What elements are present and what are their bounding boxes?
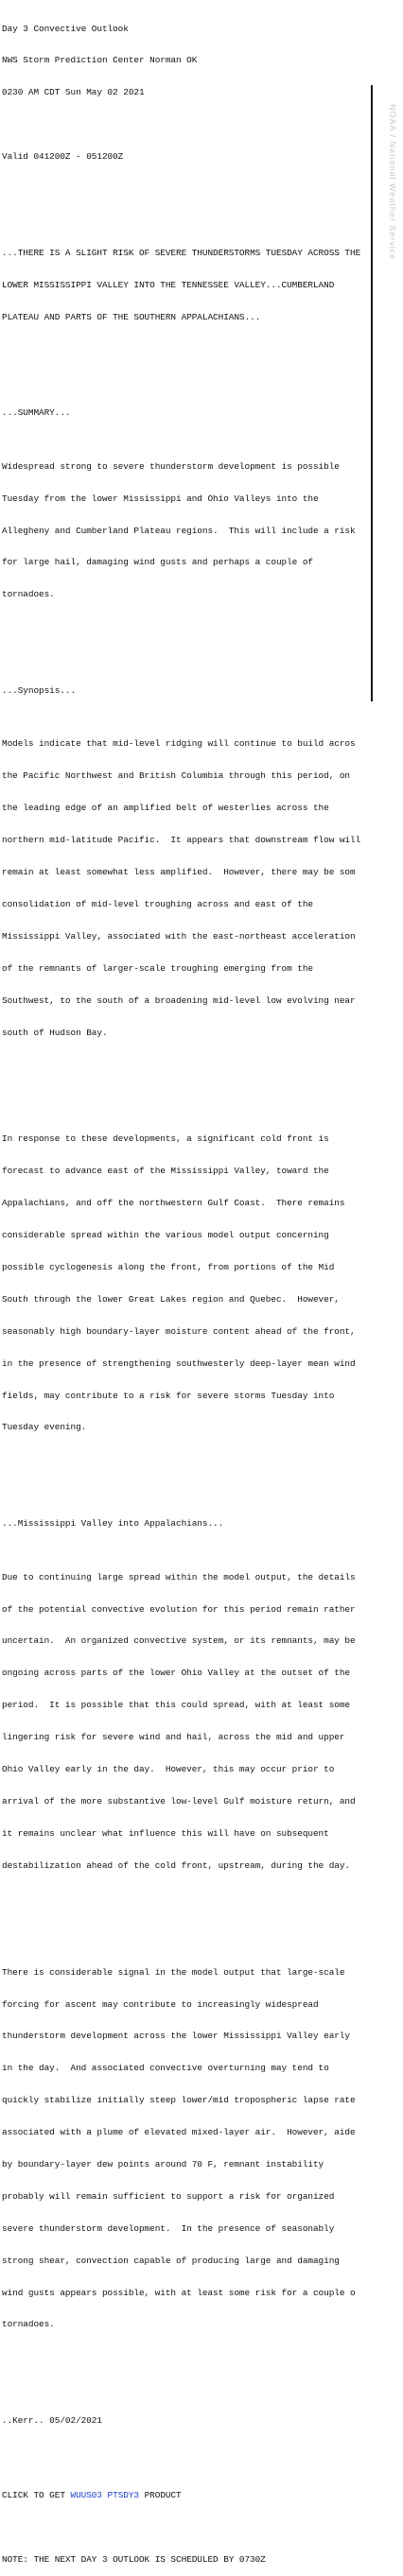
region-line: uncertain. An organized convective system, or its remnants, may be [2, 1635, 356, 1647]
spacer [2, 183, 403, 194]
region-line: ongoing across parts of the lower Ohio Valley at the outset of the [2, 1668, 351, 1679]
synopsis-line: consolidation of mid-level troughing across and east of the [2, 898, 313, 909]
synopsis-line: of the remnants of larger-scale troughing emerging from the [2, 962, 313, 974]
region-line: wind gusts appears possible, with at least some risk for a couple o [2, 2287, 356, 2298]
region-line: period. It is possible that this could spread, with at least some [2, 1700, 351, 1711]
synopsis-line: Models indicate that mid-level ridging will continue to build acros [2, 738, 356, 750]
spacer [2, 119, 403, 130]
region-line: Ohio Valley early in the day. However, this may occur prior to [2, 1763, 335, 1774]
ptsdy3-link[interactable]: PTSDY3 [107, 2490, 140, 2501]
next-outlook-note: NOTE: THE NEXT DAY 3 OUTLOOK IS SCHEDULED BY 0730Z [2, 2553, 266, 2565]
summary-line: Tuesday from the lower Mississippi and Ohio Valleys into the [2, 493, 319, 504]
forecaster-signature: ..Kerr.. 05/02/2021 [2, 2415, 102, 2427]
synopsis-line: considerable spread within the various model output concerning [2, 1230, 329, 1241]
spacer [2, 1913, 403, 1924]
synopsis-line: seasonably high boundary-layer moisture content ahead of the front, [2, 1325, 356, 1337]
region-line: Due to continuing large spread within the model output, the details [2, 1571, 356, 1582]
spacer [2, 1476, 403, 1486]
region-heading: ...Mississippi Valley into Appalachians... [2, 1518, 224, 1530]
headline-line: ...THERE IS A SLIGHT RISK OF SEVERE THUNDERSTORMS TUESDAY ACROSS THE [2, 247, 361, 258]
synopsis-line: In response to these developments, a significant cold front is [2, 1133, 329, 1145]
issuing-office: NWS Storm Prediction Center Norman OK [2, 55, 198, 66]
outlook-title: Day 3 Convective Outlook [2, 23, 129, 34]
region-line: destabilization ahead of the cold front, upstream, during the day. [2, 1859, 351, 1871]
region-line: There is considerable signal in the model output that large-scale [2, 1966, 345, 1978]
click-suffix: PRODUCT [139, 2490, 182, 2501]
product-links-line [2, 2490, 403, 2500]
spacer [2, 2522, 403, 2533]
click-prefix: CLICK TO GET [2, 2490, 71, 2501]
region-line: associated with a plume of elevated mixed-layer air. However, aide [2, 2127, 356, 2138]
summary-heading: ...SUMMARY... [2, 407, 71, 419]
synopsis-line: the Pacific Northwest and British Columbia through this period, on [2, 770, 351, 782]
synopsis-heading: ...Synopsis... [2, 685, 77, 696]
synopsis-paragraph-2 [2, 1113, 403, 1455]
summary-line: for large hail, damaging wind gusts and perhaps a couple of [2, 557, 313, 568]
synopsis-line: possible cyclogenesis along the front, from portions of the Mid [2, 1262, 335, 1273]
summary-line: tornadoes. [2, 589, 55, 600]
headline-block [2, 226, 403, 343]
watermark-text: NOAA / National Weather Service [388, 104, 397, 261]
spacer [2, 2447, 403, 2458]
summary-line: Allegheny and Cumberland Plateau regions. This will include a risk [2, 525, 356, 536]
synopsis-line: Tuesday evening. [2, 1422, 87, 1433]
region-line: forcing for ascent may contribute to increasingly widespread [2, 1998, 319, 2010]
wuus03-link[interactable]: WUUS03 [70, 2490, 102, 2501]
region-line: by boundary-layer dew points around 70 F, remnant instability [2, 2158, 324, 2170]
synopsis-line: fields, may contribute to a risk for severe storms Tuesday into [2, 1390, 335, 1401]
headline-line: LOWER MISSISSIPPI VALLEY INTO THE TENNESSEE VALLEY...CUMBERLAND [2, 279, 335, 290]
synopsis-line: the leading edge of an amplified belt of westerlies across the [2, 803, 329, 814]
synopsis-line: south of Hudson Bay. [2, 1027, 108, 1038]
synopsis-paragraph-1 [2, 717, 403, 1060]
spacer [2, 2373, 403, 2383]
synopsis-line: forecast to advance east of the Mississippi Valley, toward the [2, 1166, 329, 1177]
summary-text [2, 440, 403, 621]
region-line: of the potential convective evolution for this period remain rather [2, 1603, 356, 1615]
synopsis-line: in the presence of strengthening southwesterly deep-layer mean wind [2, 1357, 356, 1369]
summary-line: Widespread strong to severe thunderstorm development is possible [2, 460, 340, 472]
spacer [2, 1081, 403, 1091]
region-line: quickly stabilize initially steep lower/mid tropospheric lapse rate [2, 2095, 356, 2106]
region-paragraph-2 [2, 1945, 403, 2351]
synopsis-line: northern mid-latitude Pacific. It appears that downstream flow will [2, 835, 361, 846]
region-line: strong shear, convection capable of producing large and damaging [2, 2255, 340, 2266]
spacer [2, 365, 403, 375]
region-line: it remains unclear what influence this will have on subsequent [2, 1827, 329, 1839]
synopsis-line: Mississippi Valley, associated with the east-northeast acceleration [2, 930, 356, 942]
synopsis-line: Appalachians, and off the northwestern Gulf Coast. There remains [2, 1198, 345, 1209]
headline-line: PLATEAU AND PARTS OF THE SOUTHERN APPALACHIANS... [2, 311, 261, 322]
region-line: lingering risk for severe wind and hail, across the mid and upper [2, 1732, 345, 1743]
region-paragraph-1 [2, 1550, 403, 1893]
region-line: tornadoes. [2, 2319, 55, 2330]
region-line: probably will remain sufficient to support a risk for organized [2, 2190, 335, 2202]
synopsis-line: remain at least somewhat less amplified. However, there may be som [2, 867, 356, 878]
region-line: severe thunderstorm development. In the presence of seasonably [2, 2222, 335, 2234]
synopsis-line: Southwest, to the south of a broadening mid-level low evolving near [2, 994, 356, 1006]
spacer [2, 643, 403, 653]
region-line: in the day. And associated convective overturning may tend to [2, 2063, 329, 2074]
synopsis-line: South through the lower Great Lakes region and Quebec. However, [2, 1293, 340, 1305]
region-line: thunderstorm development across the lower Mississippi Valley early [2, 2031, 351, 2042]
issue-time: 0230 AM CDT Sun May 02 2021 [2, 87, 145, 98]
outlook-document [2, 2, 403, 2576]
valid-period: Valid 041200Z - 051200Z [2, 151, 124, 163]
region-line: arrival of the more substantive low-level Gulf moisture return, and [2, 1795, 356, 1807]
